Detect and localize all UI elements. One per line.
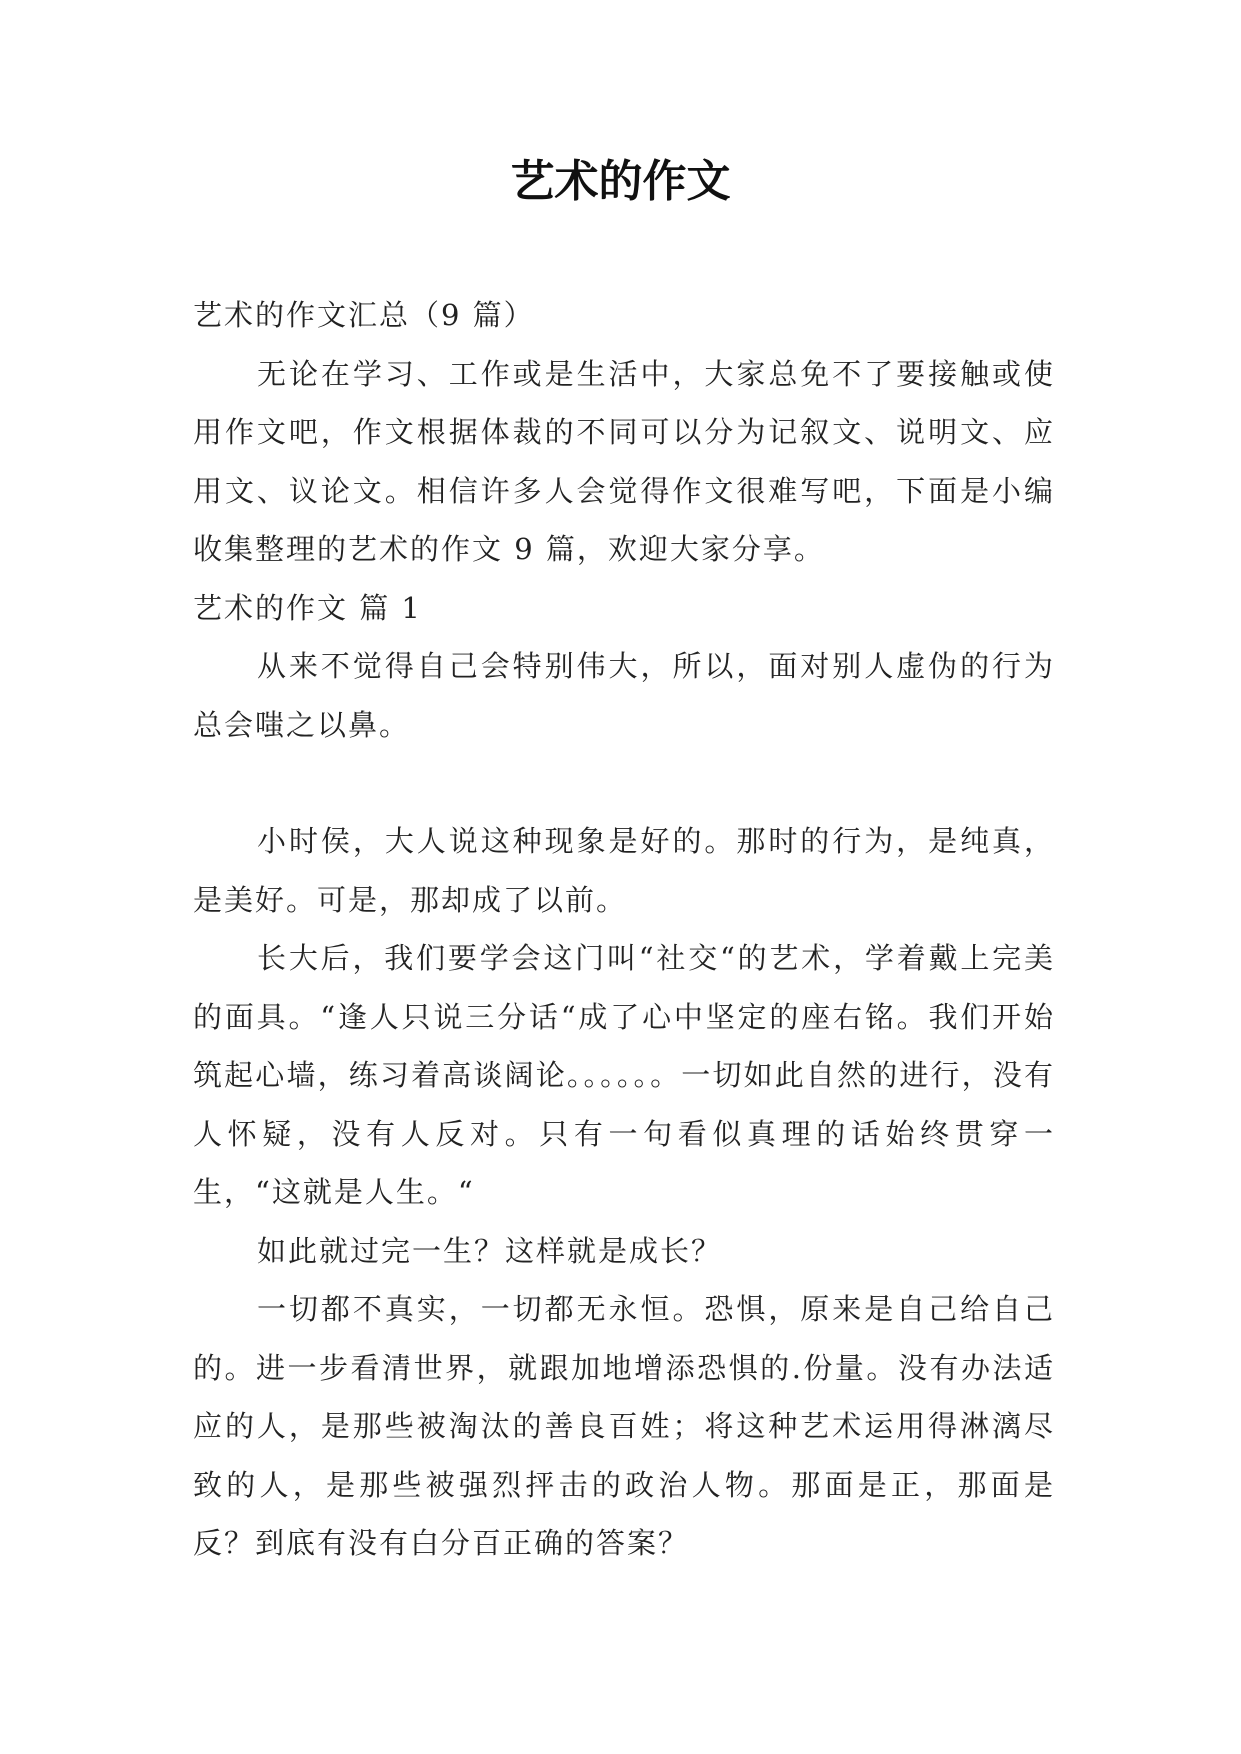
document-title: 艺术的作文	[510, 156, 731, 207]
paragraph: 从来不觉得自己会特别伟大，所以，面对别人虚伪的行为总会嗤之以鼻。	[193, 649, 1055, 742]
document-body	[193, 286, 1055, 1573]
intro-paragraph: 无论在学习、工作或是生活中，大家总免不了要接触或使用作文吧，作文根据体裁的不同可以分为记叙文、说明文、应用文、议论文。相信许多人会觉得作文很难写吧，下面是小编收集整理的艺术的作文 9 篇，欢迎大家分享。	[193, 356, 1055, 566]
paragraph: 如此就过完一生？这样就是成长？	[257, 1233, 723, 1268]
collection-subtitle: 艺术的作文汇总（9 篇）	[193, 298, 535, 332]
paragraph: 小时侯，大人说这种现象是好的。那时的行为，是纯真，是美好。可是，那却成了以前。	[193, 824, 1055, 917]
blank-line	[193, 754, 1055, 812]
paragraph: 长大后，我们要学会这门叫“社交“的艺术，学着戴上完美的面具。“逢人只说三分话“成了心中坚定的座右铭。我们开始筑起心墙，练习着高谈阔论。。。。。。一切如此自然的进行，没有人怀疑，没有人反对。只有一句看似真理的话始终贯穿一生，“这就是人生。“	[193, 941, 1055, 1209]
paragraph: 一切都不真实，一切都无永恒。恐惧，原来是自己给自己的。进一步看清世界，就跟加地增添恐惧的.份量。没有办法适应的人，是那些被淘汰的善良百姓；将这种艺术运用得淋漓尽致的人，是那些被强烈抨击的政治人物。那面是正，那面是反？到底有没有白分百正确的答案？	[193, 1292, 1055, 1560]
section-heading: 艺术的作文 篇 1	[193, 590, 422, 625]
